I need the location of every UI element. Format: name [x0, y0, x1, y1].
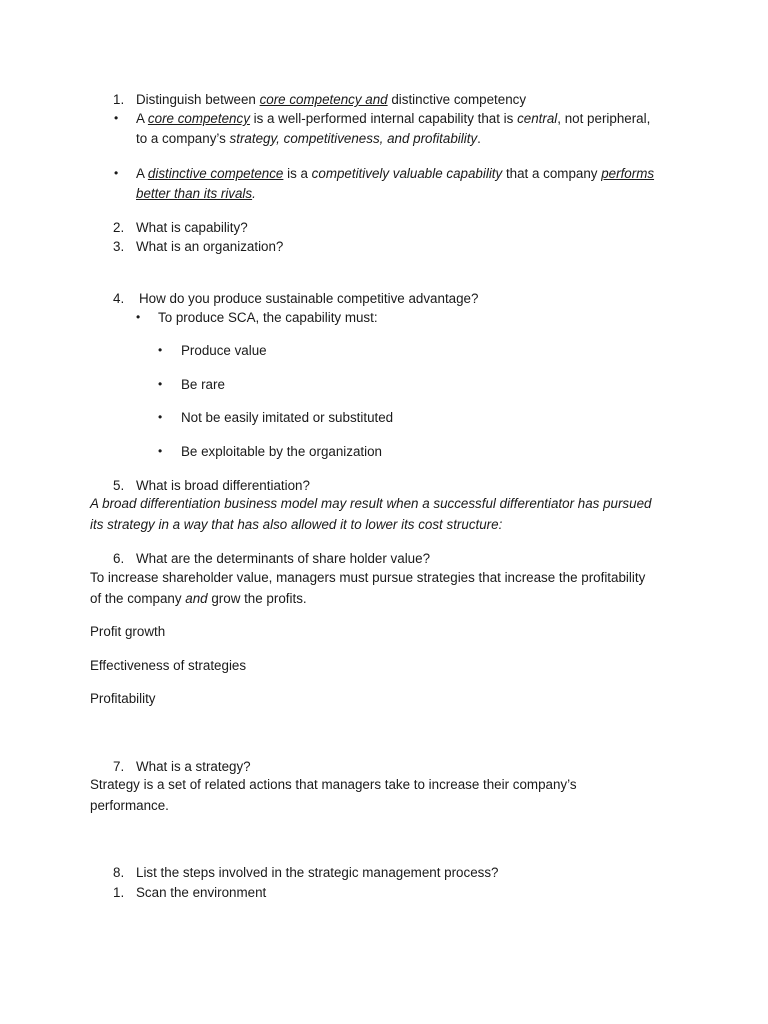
- q3-number: 3.: [113, 239, 125, 254]
- q1-bullet2-line2: [136, 185, 256, 202]
- q1-text-post: distinctive competency: [387, 92, 527, 107]
- q1-bullet2-line1: [136, 165, 654, 182]
- sca-item: Not be easily imitated or substituted: [181, 410, 394, 425]
- q8-number: 8.: [113, 865, 125, 880]
- sca-item: Produce value: [181, 343, 267, 358]
- q7-number: 7.: [113, 759, 125, 774]
- determinant-item: Profitability: [90, 691, 156, 706]
- bullet: •: [158, 343, 163, 357]
- q3-question: What is an organization?: [136, 239, 284, 254]
- q6-answer-line2: [90, 590, 307, 607]
- sca-item: Be exploitable by the organization: [181, 444, 382, 459]
- q7-answer-line2: performance.: [90, 798, 169, 813]
- text: of the company: [90, 591, 186, 606]
- bullet: •: [114, 111, 119, 125]
- q2-number: 2.: [113, 220, 125, 235]
- text: A: [136, 111, 148, 126]
- text: A: [136, 166, 148, 181]
- bullet: •: [158, 410, 163, 424]
- q1-bullet1-line1: [136, 110, 650, 127]
- text: .: [477, 131, 481, 146]
- q7-answer-line1: Strategy is a set of related actions that managers take to increase their company’s: [90, 777, 577, 792]
- bullet: •: [158, 377, 163, 391]
- step-item: Scan the environment: [136, 885, 267, 900]
- q4-lead: To produce SCA, the capability must:: [158, 310, 378, 325]
- q5-question: What is broad differentiation?: [136, 478, 310, 493]
- q5-answer-line1: A broad differentiation business model may result when a successful differentiator has pursued: [90, 496, 652, 511]
- determinant-item: Effectiveness of strategies: [90, 658, 247, 673]
- text: grow the profits.: [207, 591, 307, 606]
- sca-item: Be rare: [181, 377, 225, 392]
- q7-question: What is a strategy?: [136, 759, 251, 774]
- text: performs: [601, 166, 655, 181]
- q8-question: List the steps involved in the strategic management process?: [136, 865, 499, 880]
- text: central: [517, 111, 558, 126]
- q6-number: 6.: [113, 551, 125, 566]
- q6-answer-line1: To increase shareholder value, managers must pursue strategies that increase the profitability: [90, 570, 646, 585]
- q1-bullet1-line2: [136, 130, 481, 147]
- text: strategy, competitiveness, and profitability: [229, 131, 478, 146]
- q1-text-pre: Distinguish between: [136, 92, 260, 107]
- distinctive-competence-term: distinctive competence: [147, 166, 284, 181]
- text: , not peripheral,: [557, 111, 651, 126]
- bullet: •: [158, 444, 163, 458]
- bullet: •: [136, 310, 141, 324]
- determinant-item: Profit growth: [90, 624, 166, 639]
- text: is a: [283, 166, 312, 181]
- text: to a company’s: [136, 131, 230, 146]
- q6-question: What are the determinants of share holder value?: [136, 551, 431, 566]
- text: competitively valuable capability: [311, 166, 503, 181]
- q1-number: 1.: [113, 92, 125, 107]
- text: and: [185, 591, 208, 606]
- q5-answer-line2: its strategy in a way that has also allowed it to lower its cost structure:: [90, 517, 503, 532]
- q4-number: 4.: [113, 291, 125, 306]
- q1-text-em: core competency and: [259, 92, 388, 107]
- text: is a well-performed internal capability that is: [249, 111, 518, 126]
- q5-number: 5.: [113, 478, 125, 493]
- text: .: [252, 186, 256, 201]
- core-competency-term: core competency: [147, 111, 250, 126]
- text: better than its rivals: [136, 186, 253, 201]
- q4-question: How do you produce sustainable competitive advantage?: [139, 291, 479, 306]
- bullet: •: [114, 166, 119, 180]
- q1-question: [136, 91, 526, 108]
- q2-question: What is capability?: [136, 220, 248, 235]
- step-number: 1.: [113, 885, 125, 900]
- text: that a company: [502, 166, 602, 181]
